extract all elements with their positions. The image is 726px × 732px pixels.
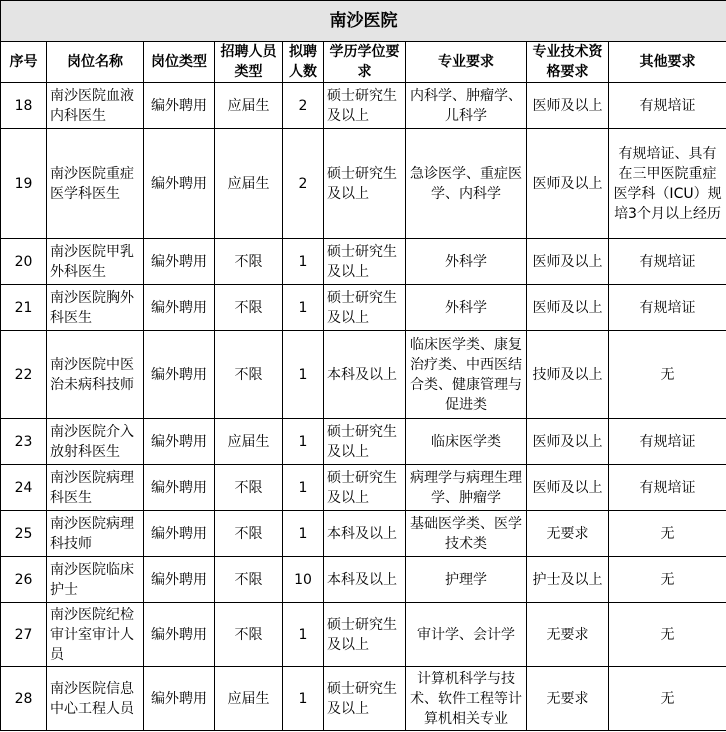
cell-edu: 硕士研究生及以上	[324, 603, 406, 667]
cell-no: 26	[1, 557, 47, 603]
cell-staff: 应届生	[215, 419, 283, 465]
header-count: 拟聘人数	[283, 42, 324, 83]
table-row	[1, 557, 726, 603]
cell-other: 无	[609, 511, 726, 557]
cell-count: 1	[283, 331, 324, 419]
table-row	[1, 239, 726, 285]
cell-other: 无	[609, 667, 726, 731]
cell-other: 有规培证	[609, 239, 726, 285]
cell-major: 临床医学类	[406, 419, 527, 465]
cell-type: 编外聘用	[144, 557, 215, 603]
header-position: 岗位名称	[47, 42, 144, 83]
header-qual: 专业技术资格要求	[527, 42, 609, 83]
cell-major: 基础医学类、医学技术类	[406, 511, 527, 557]
cell-staff: 不限	[215, 603, 283, 667]
cell-qual: 医师及以上	[527, 465, 609, 511]
cell-other: 有规培证	[609, 419, 726, 465]
cell-other: 有规培证	[609, 83, 726, 129]
table-row	[1, 465, 726, 511]
cell-type: 编外聘用	[144, 603, 215, 667]
cell-staff: 应届生	[215, 129, 283, 239]
cell-type: 编外聘用	[144, 285, 215, 331]
cell-position: 南沙医院信息中心工程人员	[47, 667, 144, 731]
cell-edu: 硕士研究生及以上	[324, 129, 406, 239]
cell-edu: 本科及以上	[324, 557, 406, 603]
header-no: 序号	[1, 42, 47, 83]
cell-position: 南沙医院血液内科医生	[47, 83, 144, 129]
cell-major: 临床医学类、康复治疗类、中西医结合类、健康管理与促进类	[406, 331, 527, 419]
cell-no: 28	[1, 667, 47, 731]
cell-no: 20	[1, 239, 47, 285]
table-row	[1, 83, 726, 129]
cell-qual: 医师及以上	[527, 83, 609, 129]
cell-no: 23	[1, 419, 47, 465]
cell-count: 2	[283, 129, 324, 239]
cell-staff: 应届生	[215, 83, 283, 129]
cell-position: 南沙医院介入放射科医生	[47, 419, 144, 465]
cell-no: 22	[1, 331, 47, 419]
cell-staff: 应届生	[215, 667, 283, 731]
cell-edu: 硕士研究生及以上	[324, 285, 406, 331]
cell-edu: 硕士研究生及以上	[324, 419, 406, 465]
cell-qual: 无要求	[527, 667, 609, 731]
cell-position: 南沙医院中医治未病科技师	[47, 331, 144, 419]
cell-major: 审计学、会计学	[406, 603, 527, 667]
cell-major: 急诊医学、重症医学、内科学	[406, 129, 527, 239]
table-row	[1, 667, 726, 731]
cell-staff: 不限	[215, 331, 283, 419]
cell-qual: 医师及以上	[527, 129, 609, 239]
cell-staff: 不限	[215, 239, 283, 285]
cell-major: 护理学	[406, 557, 527, 603]
header-row	[1, 42, 726, 83]
cell-major: 计算机科学与技术、软件工程等计算机相关专业	[406, 667, 527, 731]
cell-major: 病理学与病理生理学、肿瘤学	[406, 465, 527, 511]
cell-no: 27	[1, 603, 47, 667]
cell-qual: 医师及以上	[527, 419, 609, 465]
table-title: 南沙医院	[1, 1, 726, 42]
cell-other: 有规培证	[609, 285, 726, 331]
cell-type: 编外聘用	[144, 239, 215, 285]
table-row	[1, 129, 726, 239]
cell-edu: 硕士研究生及以上	[324, 239, 406, 285]
cell-major: 外科学	[406, 285, 527, 331]
cell-qual: 医师及以上	[527, 239, 609, 285]
cell-qual: 技师及以上	[527, 331, 609, 419]
cell-position: 南沙医院临床护士	[47, 557, 144, 603]
cell-count: 1	[283, 465, 324, 511]
cell-count: 1	[283, 419, 324, 465]
cell-other: 无	[609, 331, 726, 419]
cell-qual: 无要求	[527, 603, 609, 667]
cell-no: 18	[1, 83, 47, 129]
cell-other: 无	[609, 557, 726, 603]
header-staff: 招聘人员类型	[215, 42, 283, 83]
header-edu: 学历学位要求	[324, 42, 406, 83]
table-row	[1, 285, 726, 331]
cell-count: 1	[283, 511, 324, 557]
cell-position: 南沙医院病理科技师	[47, 511, 144, 557]
cell-count: 1	[283, 239, 324, 285]
cell-type: 编外聘用	[144, 129, 215, 239]
cell-type: 编外聘用	[144, 465, 215, 511]
cell-position: 南沙医院纪检审计室审计人员	[47, 603, 144, 667]
header-other: 其他要求	[609, 42, 726, 83]
header-type: 岗位类型	[144, 42, 215, 83]
cell-edu: 本科及以上	[324, 511, 406, 557]
header-major: 专业要求	[406, 42, 527, 83]
cell-edu: 硕士研究生及以上	[324, 465, 406, 511]
cell-major: 外科学	[406, 239, 527, 285]
table-row	[1, 331, 726, 419]
cell-position: 南沙医院胸外科医生	[47, 285, 144, 331]
table-row	[1, 419, 726, 465]
cell-type: 编外聘用	[144, 667, 215, 731]
cell-no: 21	[1, 285, 47, 331]
cell-qual: 医师及以上	[527, 285, 609, 331]
cell-other: 有规培证	[609, 465, 726, 511]
cell-edu: 硕士研究生及以上	[324, 667, 406, 731]
cell-staff: 不限	[215, 511, 283, 557]
cell-type: 编外聘用	[144, 419, 215, 465]
cell-position: 南沙医院病理科医生	[47, 465, 144, 511]
cell-other: 无	[609, 603, 726, 667]
cell-edu: 本科及以上	[324, 331, 406, 419]
cell-staff: 不限	[215, 285, 283, 331]
cell-staff: 不限	[215, 557, 283, 603]
table-row	[1, 511, 726, 557]
cell-count: 10	[283, 557, 324, 603]
cell-count: 1	[283, 667, 324, 731]
cell-no: 25	[1, 511, 47, 557]
cell-qual: 护士及以上	[527, 557, 609, 603]
cell-count: 1	[283, 285, 324, 331]
cell-no: 24	[1, 465, 47, 511]
cell-type: 编外聘用	[144, 511, 215, 557]
cell-major: 内科学、肿瘤学、儿科学	[406, 83, 527, 129]
cell-edu: 硕士研究生及以上	[324, 83, 406, 129]
cell-count: 2	[283, 83, 324, 129]
table-row	[1, 603, 726, 667]
cell-type: 编外聘用	[144, 331, 215, 419]
cell-qual: 无要求	[527, 511, 609, 557]
cell-staff: 不限	[215, 465, 283, 511]
cell-other: 有规培证、具有在三甲医院重症医学科（ICU）规培3个月以上经历	[609, 129, 726, 239]
cell-position: 南沙医院甲乳外科医生	[47, 239, 144, 285]
cell-position: 南沙医院重症医学科医生	[47, 129, 144, 239]
cell-no: 19	[1, 129, 47, 239]
cell-count: 1	[283, 603, 324, 667]
cell-type: 编外聘用	[144, 83, 215, 129]
